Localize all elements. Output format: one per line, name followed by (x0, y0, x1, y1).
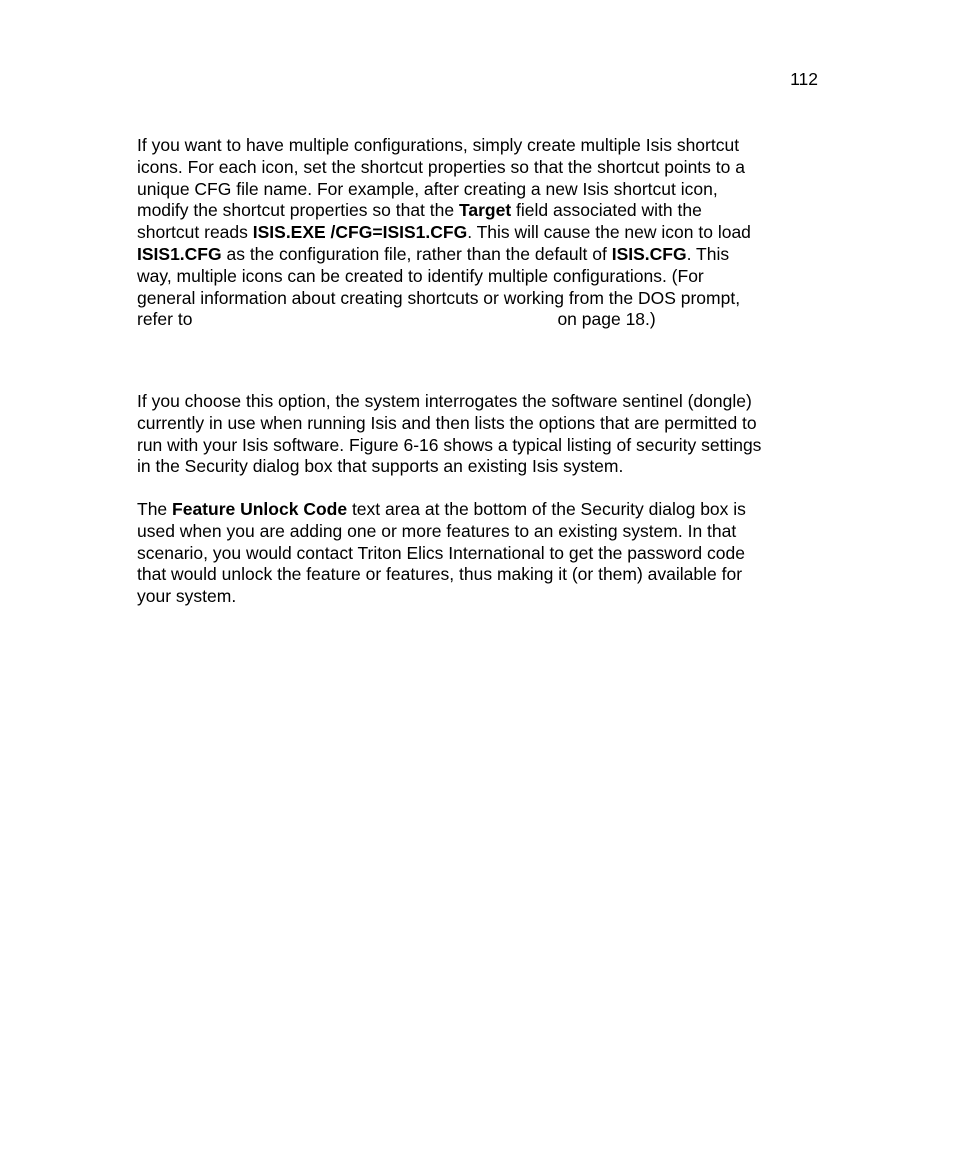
text-line: run with your Isis software. Figure 6-16 shows a typical listing of security settings (137, 434, 762, 455)
text-line (137, 244, 827, 266)
text-line: icons. For each icon, set the shortcut properties so that the shortcut points to a (137, 156, 745, 177)
text-line (137, 200, 827, 222)
text-run: . This will cause the new icon to load (467, 222, 751, 243)
bold-command: ISIS.EXE /CFG=ISIS1.CFG (252, 222, 468, 243)
text-run: shortcut reads (137, 222, 253, 243)
text-line: If you choose this option, the system interrogates the software sentinel (dongle) (137, 391, 752, 411)
text-line (137, 309, 827, 331)
text-line: currently in use when running Isis and then lists the options that are permitted to (137, 412, 757, 433)
text-line: in the Security dialog box that supports an existing Isis system. (137, 456, 624, 477)
page-number: 112 (790, 69, 818, 89)
text-line: unique CFG file name. For example, after creating a new Isis shortcut icon, (137, 178, 718, 199)
text-line: If you want to have multiple configurations, simply create multiple Isis shortcut (137, 135, 740, 155)
bold-term-target: Target (458, 200, 512, 221)
text-line: your system. (137, 586, 237, 607)
text-run: refer to (137, 309, 193, 330)
text-run: as the configuration file, rather than the default of (221, 243, 612, 264)
bold-filename: ISIS.CFG (611, 243, 687, 264)
bold-filename: ISIS1.CFG (137, 243, 222, 264)
text-line (137, 499, 827, 521)
text-run: on page 18.) (557, 309, 656, 330)
text-line (137, 222, 827, 244)
text-run: The (137, 499, 173, 519)
text-run: modify the shortcut properties so that the (137, 200, 459, 221)
text-line: used when you are adding one or more features to an existing system. In that (137, 520, 737, 541)
text-line: that would unlock the feature or features, thus making it (or them) available for (137, 564, 743, 585)
paragraph-security-listing (137, 391, 827, 478)
paragraph-multiple-configurations (137, 135, 827, 331)
text-run: text area at the bottom of the Security dialog box is (347, 499, 746, 519)
paragraph-feature-unlock-code (137, 499, 827, 608)
text-run: field associated with the (511, 200, 702, 221)
text-line: general information about creating shortcuts or working from the DOS prompt, (137, 287, 741, 308)
text-line: scenario, you would contact Triton Elics International to get the password code (137, 542, 745, 563)
text-line: way, multiple icons can be created to identify multiple configurations. (For (137, 265, 704, 286)
text-run: . This (686, 243, 730, 264)
bold-term-feature-unlock-code: Feature Unlock Code (172, 499, 348, 519)
